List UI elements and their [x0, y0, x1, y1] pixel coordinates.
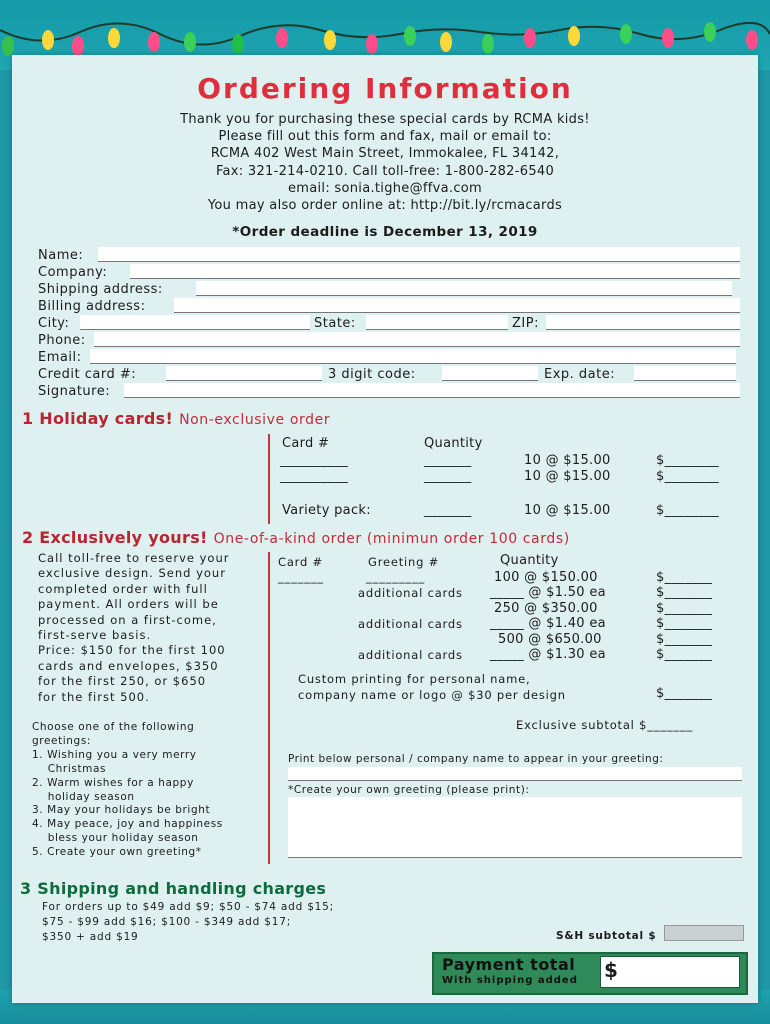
zip-label: ZIP: [512, 316, 539, 331]
section1-divider [268, 434, 270, 524]
price-label: 10 @ $15.00 [524, 453, 611, 468]
light-bulb-icons [2, 22, 758, 56]
email-label: Email: [38, 350, 82, 365]
exclusive-subtotal-field[interactable]: Exclusive subtotal $_______ [516, 718, 694, 732]
instruction-line: payment. All orders will be [38, 597, 219, 612]
card-number-header: Card # [282, 436, 330, 451]
greeting-option: 5. Create your own greeting* [32, 846, 202, 859]
state-label: State: [314, 316, 356, 331]
credit-card-label: Credit card #: [38, 367, 137, 382]
greeting-option: 4. May peace, joy and happiness [32, 818, 223, 831]
variety-quantity-field[interactable]: _______ [424, 503, 472, 518]
greeting-option: bless your holiday season [32, 832, 199, 845]
intro-text [0, 111, 770, 214]
variety-total-field[interactable]: $________ [656, 503, 719, 518]
phone-field[interactable] [94, 332, 740, 347]
section1-subtitle: Non-exclusive order [179, 412, 331, 428]
tier-100-total-field[interactable]: $_______ [656, 570, 713, 585]
section1-heading [22, 409, 330, 428]
greeting-option: 1. Wishing you a very merry [32, 748, 197, 761]
sh-subtotal-label: S&H subtotal $ [556, 930, 657, 942]
order-deadline: *Order deadline is December 13, 2019 [232, 224, 538, 240]
shipping-rate-line: $350 + add $19 [42, 931, 139, 944]
section1-title: 1 Holiday cards! [22, 409, 174, 428]
line-total-field[interactable]: $________ [656, 469, 719, 484]
custom-printing-price: company name or logo @ $30 per design [298, 688, 566, 702]
print-name-field[interactable] [288, 767, 742, 781]
city-field[interactable] [80, 315, 310, 330]
credit-card-field[interactable] [166, 366, 322, 381]
exclusive-quantity-header: Quantity [500, 553, 559, 568]
intro-line: RCMA 402 West Main Street, Immokalee, FL 34142, [210, 146, 560, 162]
custom-printing-total-field[interactable]: $_______ [656, 686, 713, 701]
greeting-options [32, 721, 268, 860]
signature-label: Signature: [38, 384, 111, 399]
create-own-greeting-field[interactable] [288, 797, 742, 858]
quantity-field[interactable]: _______ [424, 469, 472, 484]
instruction-line: cards and envelopes, $350 [38, 658, 219, 673]
name-field[interactable] [98, 247, 740, 262]
tier-250-total-field[interactable]: $_______ [656, 601, 713, 616]
section2-subtitle: One-of-a-kind order (minimun order 100 cards) [213, 531, 570, 547]
price-label: 10 @ $15.00 [524, 469, 611, 484]
intro-line: Thank you for purchasing these special cards by RCMA kids! [180, 112, 590, 127]
company-field[interactable] [130, 264, 740, 279]
variety-pack-label: Variety pack: [282, 503, 371, 518]
instruction-line: Price: $150 for the first 100 [38, 643, 226, 658]
quantity-header: Quantity [424, 436, 483, 451]
signature-field[interactable] [124, 383, 740, 398]
print-name-instruction: Print below personal / company name to appear in your greeting: [288, 753, 664, 765]
section2-heading [22, 528, 570, 547]
additional-cards-130-field[interactable]: _____ @ $1.30 ea [490, 647, 606, 662]
greeting-option: 2. Warm wishes for a happy [32, 776, 194, 789]
shipping-rates [42, 900, 334, 946]
tier-250-price: 250 @ $350.00 [494, 601, 598, 616]
name-label: Name: [38, 248, 84, 263]
billing-address-label: Billing address: [38, 299, 146, 314]
instruction-line: exclusive design. Send your [38, 566, 226, 581]
page-title: Ordering Information [197, 72, 573, 105]
intro-line: email: sonia.tighe@ffva.com [287, 180, 483, 196]
exclusive-card-field[interactable]: _______ [278, 570, 324, 584]
intro-line: Please fill out this form and fax, mail or email to: [218, 129, 552, 145]
exclusive-card-header: Card # [278, 555, 323, 569]
email-field[interactable] [90, 349, 736, 364]
variety-price-label: 10 @ $15.00 [524, 503, 611, 518]
exp-date-field[interactable] [634, 366, 736, 381]
additional-cards-150-field[interactable]: _____ @ $1.50 ea [490, 585, 606, 600]
quantity-field[interactable]: _______ [424, 453, 472, 468]
payment-total-label: Payment total [442, 955, 576, 974]
instruction-line: processed on a first-come, [38, 612, 217, 627]
security-code-field[interactable] [442, 366, 538, 381]
greeting-option: holiday season [32, 790, 135, 803]
security-code-label: 3 digit code: [328, 367, 416, 382]
instruction-line: first-serve basis. [38, 628, 152, 643]
instruction-line: for the first 500. [38, 689, 150, 704]
section3-heading: 3 Shipping and handling charges [20, 879, 327, 898]
additional-cards-130-total-field[interactable]: $_______ [656, 647, 713, 662]
company-label: Company: [38, 265, 108, 280]
card-number-field[interactable]: __________ [280, 469, 348, 484]
shipping-address-label: Shipping address: [38, 282, 163, 297]
sh-subtotal-field[interactable] [664, 925, 744, 941]
tier-500-total-field[interactable]: $_______ [656, 632, 713, 647]
greeting-intro-line: Choose one of the following [32, 721, 195, 733]
shipping-rate-line: For orders up to $49 add $9; $50 - $74 add $15; [42, 901, 334, 913]
billing-address-field[interactable] [174, 298, 740, 313]
payment-total-sublabel: With shipping added [442, 975, 578, 986]
section2-title: 2 Exclusively yours! [22, 528, 208, 547]
state-field[interactable] [366, 315, 508, 330]
line-total-field[interactable]: $________ [656, 453, 719, 468]
payment-dollar-sign: $ [604, 958, 618, 982]
greeting-option: 3. May your holidays be bright [32, 804, 211, 817]
exclusive-instructions [38, 551, 268, 705]
card-number-field[interactable]: __________ [280, 453, 348, 468]
greeting-number-field[interactable]: _________ [366, 570, 425, 584]
additional-cards-label: additional cards [358, 586, 463, 600]
shipping-rate-line: $75 - $99 add $16; $100 - $349 add $17; [42, 916, 292, 929]
create-own-greeting-label: *Create your own greeting (please print): [288, 784, 530, 796]
tier-100-price: 100 @ $150.00 [494, 570, 598, 585]
additional-cards-140-total-field[interactable]: $_______ [656, 616, 713, 631]
intro-line: You may also order online at: http://bit.ly/rcmacards [207, 198, 563, 214]
exp-date-label: Exp. date: [544, 367, 616, 382]
greeting-intro-line: greetings: [32, 734, 92, 747]
shipping-address-field[interactable] [196, 281, 732, 296]
zip-field[interactable] [546, 315, 740, 330]
instruction-line: Call toll-free to reserve your [38, 551, 230, 565]
additional-cards-140-field[interactable]: _____ @ $1.40 ea [490, 616, 606, 631]
payment-total-field[interactable] [600, 956, 740, 988]
greeting-number-header: Greeting # [368, 555, 440, 569]
instruction-line: completed order with full [38, 581, 208, 596]
greeting-option: Christmas [32, 762, 107, 775]
custom-printing-label: Custom printing for personal name, [298, 672, 531, 686]
city-label: City: [38, 316, 70, 331]
tier-500-price: 500 @ $650.00 [498, 632, 602, 647]
additional-cards-label: additional cards [358, 648, 463, 662]
section2-divider [268, 552, 270, 864]
intro-line: Fax: 321-214-0210. Call toll-free: 1-800-282-6540 [215, 163, 555, 179]
phone-label: Phone: [38, 333, 86, 348]
additional-cards-label: additional cards [358, 617, 463, 631]
instruction-line: for the first 250, or $650 [38, 674, 207, 689]
additional-cards-150-total-field[interactable]: $_______ [656, 585, 713, 600]
